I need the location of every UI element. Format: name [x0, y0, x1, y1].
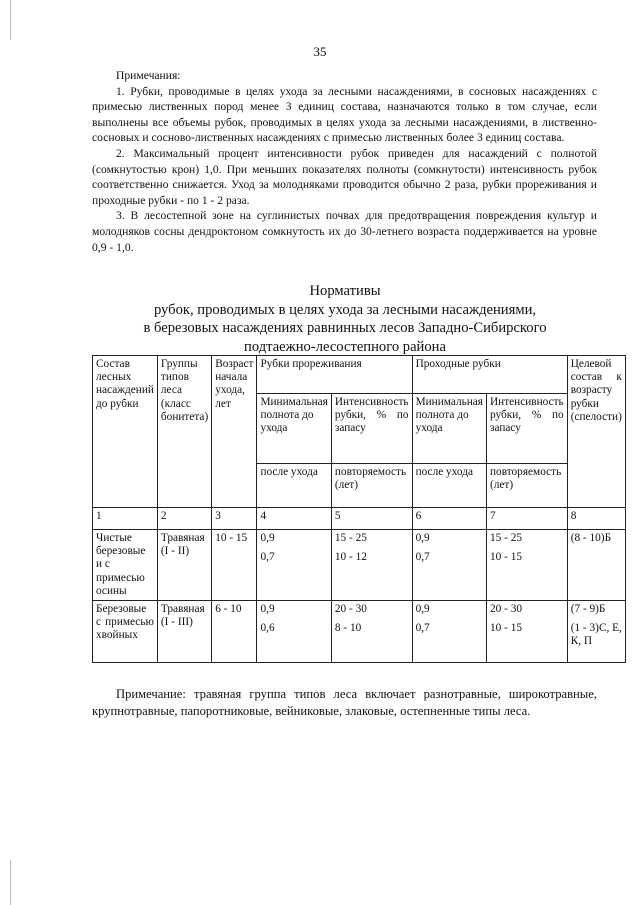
column-number-row: [93, 508, 626, 530]
cell-passage-intensity: 15 - 25 10 - 15: [487, 530, 568, 601]
title-line-2: рубок, проводимых в целях ухода за лесными насаждениями,: [153, 301, 537, 318]
header-thinning: Рубки прореживания: [257, 356, 412, 394]
note-item-2: 2. Максимальный процент интенсивности рубок приведен для насаждений с полнотой (сомкнутостью крон) 1,0. При меньших показателях полноты (сомкнутости) интенсивность рубок соответственно снижается. Уход за молодняками проводится обычно 2 раза, рубки прореживания и проходные рубки - по 1 - 2 раза.: [92, 146, 597, 207]
table-row: [93, 601, 626, 663]
notes-heading: Примечания:: [116, 69, 181, 82]
cell-groups: Травяная (I - II): [157, 530, 211, 601]
cell-composition: Чистые березовые и с примесью осины: [93, 530, 158, 601]
header-after-care: после ухода: [257, 464, 331, 508]
header-passage-min-density: Минимальная полнота до ухода: [412, 394, 486, 464]
page-number: 35: [313, 44, 327, 59]
table-title: [60, 282, 630, 356]
cell-min-density: 0,9 0,7: [257, 530, 331, 601]
col-number: 5: [331, 508, 412, 530]
header-passage-after-care: после ухода: [412, 464, 486, 508]
cell-target: (7 - 9)Б (1 - 3)С, Е, К, П: [567, 601, 625, 663]
header-repeatability: повторяемость (лет): [331, 464, 412, 508]
header-composition: Состав лесных насаждений до рубки: [93, 356, 158, 508]
footnote: [92, 686, 597, 720]
scan-edge-mark: [10, 0, 11, 40]
cell-composition: Березовые с примесью хвойных: [93, 601, 158, 663]
cell-passage-min-density: 0,9 0,7: [412, 530, 486, 601]
notes-section: [92, 68, 597, 255]
cell-min-density: 0,9 0,6: [257, 601, 331, 663]
header-target: Целевой состав к возрасту рубки (спелости): [567, 356, 625, 508]
header-groups: Группы типов леса (класс бонитета): [157, 356, 211, 508]
note-item-1: 1. Рубки, проводимые в целях ухода за лесными насаждениями, в сосновых насаждениях с примесью лиственных пород менее 3 единиц состава, назначаются только в том случае, если выполнены все объемы рубок, проводимых в целях ухода за лесными насаждениями, в лиственно-сосновых и сосново-лиственных насаждениях с примесью лиственных более 3 единиц состава.: [92, 84, 597, 145]
col-number: 2: [157, 508, 211, 530]
norms-table: [92, 355, 622, 663]
title-line-1: Нормативы: [309, 283, 381, 299]
header-age: Возраст начала ухода, лет: [212, 356, 257, 508]
header-passage-repeatability: повторяемость (лет): [487, 464, 568, 508]
cell-groups: Травяная (I - III): [157, 601, 211, 663]
col-number: 1: [93, 508, 158, 530]
cell-intensity: 20 - 30 8 - 10: [331, 601, 412, 663]
cell-age: 10 - 15: [212, 530, 257, 601]
table-row: [93, 530, 626, 601]
header-passage-intensity: Интенсивность рубки, % по запасу: [487, 394, 568, 464]
footnote-text: Примечание: травяная группа типов леса включает разнотравные, широкотравные, крупнотравные, папоротниковые, вейниковые, злаковые, остепненные типы леса.: [92, 687, 597, 718]
note-item-3: 3. В лесостепной зоне на суглинистых почвах для предотвращения повреждения культур и молодняков сосны дендроктоном сомкнутость их до 30-летнего возраста поддерживается на уровне 0,9 - 1,0.: [92, 209, 597, 254]
cell-age: 6 - 10: [212, 601, 257, 663]
col-number: 3: [212, 508, 257, 530]
scan-edge-mark: [10, 860, 11, 905]
col-number: 4: [257, 508, 331, 530]
cell-passage-min-density: 0,9 0,7: [412, 601, 486, 663]
cell-intensity: 15 - 25 10 - 12: [331, 530, 412, 601]
header-min-density: Минимальная полнота до ухода: [257, 394, 331, 464]
cell-target: (8 - 10)Б: [567, 530, 625, 601]
title-line-3: в березовых насаждениях равнинных лесов Западно-Сибирского: [143, 320, 547, 336]
header-intensity: Интенсивность рубки, % по запасу: [331, 394, 412, 464]
col-number: 8: [567, 508, 625, 530]
cell-passage-intensity: 20 - 30 10 - 15: [487, 601, 568, 663]
header-passage: Проходные рубки: [412, 356, 567, 394]
title-line-4: подтаежно-лесостепного района: [244, 338, 446, 355]
col-number: 6: [412, 508, 486, 530]
col-number: 7: [487, 508, 568, 530]
